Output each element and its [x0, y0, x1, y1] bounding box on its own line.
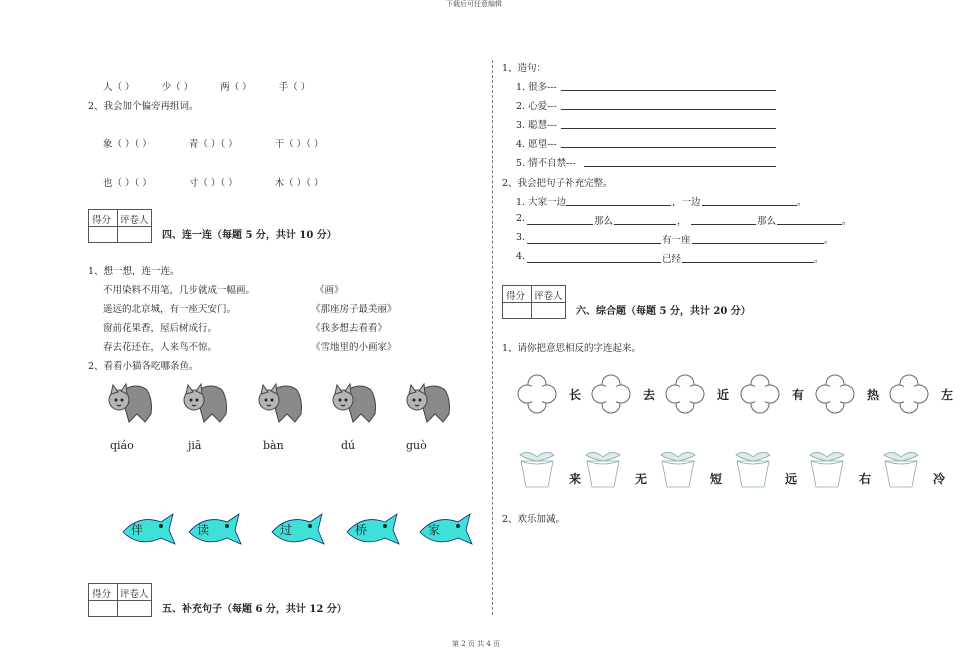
blank-item: 青（ ）（ ） — [188, 139, 238, 150]
answer-line — [777, 224, 842, 225]
answer-line — [682, 262, 814, 263]
flower-icon — [518, 375, 581, 413]
fill-1-mid: ，一边 — [672, 197, 701, 208]
question-match: 1、想一想，连一连。 — [88, 266, 180, 277]
pot-icon — [882, 449, 945, 489]
sentence-5: 5. 情不自禁--- — [516, 158, 576, 169]
fill-1-num: 1. 大家一边 — [516, 197, 567, 208]
fish-char: 家 — [428, 523, 441, 537]
pot-char: 冷 — [932, 472, 945, 486]
question-opposite: 1、请你把意思相反的字连起来。 — [502, 343, 642, 354]
match-right-4: 《雪地里的小画家》 — [311, 342, 397, 353]
kitten-icon — [405, 380, 451, 422]
pinyin-3: bàn — [263, 439, 284, 452]
fish-icon — [266, 512, 326, 548]
fish-char: 过 — [280, 523, 293, 537]
reviewer-label: 评卷人 — [120, 589, 149, 600]
match-left-3: 窗前花果香，屋后树成行。 — [103, 323, 218, 334]
question-kitten: 2、看看小猫各吃哪条鱼。 — [88, 361, 199, 372]
pot-char: 无 — [634, 472, 647, 486]
section-5-title: 五、补充句子（每题 6 分，共计 12 分） — [162, 604, 347, 615]
fish-icon — [414, 512, 474, 548]
question-sentence: 1、造句： — [502, 63, 547, 74]
answer-line — [692, 243, 824, 244]
char-row-2 — [103, 136, 323, 150]
char-row-3 — [103, 175, 323, 189]
pinyin-2: jiā — [188, 439, 202, 452]
score-box-5 — [88, 583, 152, 617]
kitten-icon — [331, 380, 377, 422]
answer-line — [561, 147, 776, 148]
fill-2-num: 2. — [516, 213, 526, 224]
pinyin-4: dú — [341, 439, 356, 452]
page-footer: 第 2 页 共 4 页 — [452, 640, 501, 648]
section-4-title: 四、连一连（每题 5 分，共计 10 分） — [162, 230, 337, 241]
fish-icon — [341, 512, 401, 548]
fill-4-end: 。 — [814, 254, 824, 265]
flower-char: 左 — [940, 388, 953, 402]
answer-line — [691, 224, 756, 225]
score-box-6 — [502, 285, 566, 319]
pot-icon — [518, 449, 581, 489]
blank-item: 手（ ） — [278, 82, 311, 93]
answer-line — [527, 224, 593, 225]
fill-2-comma: ， — [677, 216, 687, 227]
question-math: 2、欢乐加减。 — [502, 514, 566, 525]
fish-icon — [183, 512, 243, 548]
pot-icon — [734, 449, 797, 489]
blank-item: 也（ ）（ ） — [103, 178, 152, 189]
flower-icon — [666, 375, 729, 413]
answer-line — [527, 243, 661, 244]
answer-line — [527, 262, 661, 263]
pot-char: 右 — [858, 472, 871, 486]
column-divider — [492, 60, 493, 615]
fill-1-end: 。 — [797, 197, 807, 208]
match-left-2: 遥远的北京城，有一座天安门。 — [103, 304, 237, 315]
score-label: 得分 — [92, 215, 112, 226]
flower-icon — [890, 375, 953, 413]
fill-3-num: 3. — [516, 232, 526, 243]
pot-char: 来 — [568, 472, 581, 486]
sentence-4: 4. 愿望--- — [516, 139, 557, 150]
pot-char: 远 — [784, 472, 797, 486]
fish-char: 伴 — [131, 523, 144, 537]
fill-3-end: 。 — [824, 235, 834, 246]
answer-line — [561, 90, 776, 91]
flower-char: 近 — [716, 388, 729, 402]
match-left-1: 不用染料不用笔，几步就成一幅画。 — [103, 285, 256, 296]
reviewer-label: 评卷人 — [120, 215, 149, 226]
fill-2-mid3: 那么 — [757, 216, 777, 227]
question-complete: 2、我会把句子补充完整。 — [502, 178, 613, 189]
kitten-icon — [182, 380, 228, 422]
fill-4-mid: 已经 — [662, 254, 682, 265]
flower-char: 有 — [791, 388, 804, 402]
blank-item: 寸（ ）（ ） — [188, 178, 238, 189]
flower-char: 长 — [568, 388, 581, 402]
match-right-1: 《画》 — [315, 285, 344, 296]
char-row-1 — [103, 79, 310, 93]
answer-line — [584, 166, 776, 167]
match-right-3: 《我多想去看看》 — [311, 323, 388, 334]
kitten-icon — [107, 380, 153, 422]
match-right-2: 《那座房子最美丽》 — [311, 304, 397, 315]
pot-icon — [584, 449, 647, 489]
blank-item: 人（ ） — [103, 82, 135, 93]
blank-item: 木（ ）（ ） — [274, 178, 324, 189]
flower-char: 热 — [866, 388, 879, 402]
score-box-4 — [88, 209, 152, 243]
sentence-1: 1. 很多--- — [516, 82, 557, 93]
answer-line — [566, 205, 671, 206]
fill-2-end: 。 — [842, 216, 852, 227]
answer-line — [614, 224, 676, 225]
blank-item: 象（ ）（ ） — [103, 139, 152, 150]
blank-item: 少（ ） — [161, 82, 194, 93]
fish-char: 桥 — [355, 523, 368, 537]
fill-2-mid: 那么 — [594, 216, 614, 227]
blank-item: 干（ ）（ ） — [274, 139, 324, 150]
score-label: 得分 — [506, 291, 526, 302]
section-6-title: 六、综合题（每题 5 分，共计 20 分） — [576, 306, 751, 317]
sentence-2: 2. 心爱--- — [516, 101, 557, 112]
answer-line — [561, 128, 776, 129]
match-left-4: 春去花还在，人来鸟不惊。 — [103, 342, 218, 353]
flower-char: 去 — [642, 388, 655, 402]
pot-char: 短 — [709, 472, 722, 486]
page-header: 下载后可任意编辑 — [446, 0, 502, 8]
answer-line — [702, 205, 797, 206]
score-label: 得分 — [92, 589, 112, 600]
pinyin-1: qiáo — [110, 439, 134, 452]
fish-char: 读 — [197, 523, 210, 537]
reviewer-label: 评卷人 — [534, 291, 563, 302]
sentence-3: 3. 聪慧--- — [516, 120, 557, 131]
pot-icon — [808, 449, 871, 489]
fish-icon — [117, 512, 177, 548]
fill-4-num: 4. — [516, 251, 526, 262]
flower-icon — [816, 375, 879, 413]
answer-line — [561, 109, 776, 110]
pot-icon — [659, 449, 722, 489]
flower-icon — [741, 375, 804, 413]
fill-3-mid: 有一座 — [662, 235, 691, 246]
question-radical: 2、我会加个偏旁再组词。 — [88, 101, 199, 112]
kitten-icon — [257, 380, 303, 422]
pinyin-5: guò — [406, 439, 427, 452]
flower-icon — [592, 375, 655, 413]
blank-item: 两（ ） — [220, 82, 252, 93]
